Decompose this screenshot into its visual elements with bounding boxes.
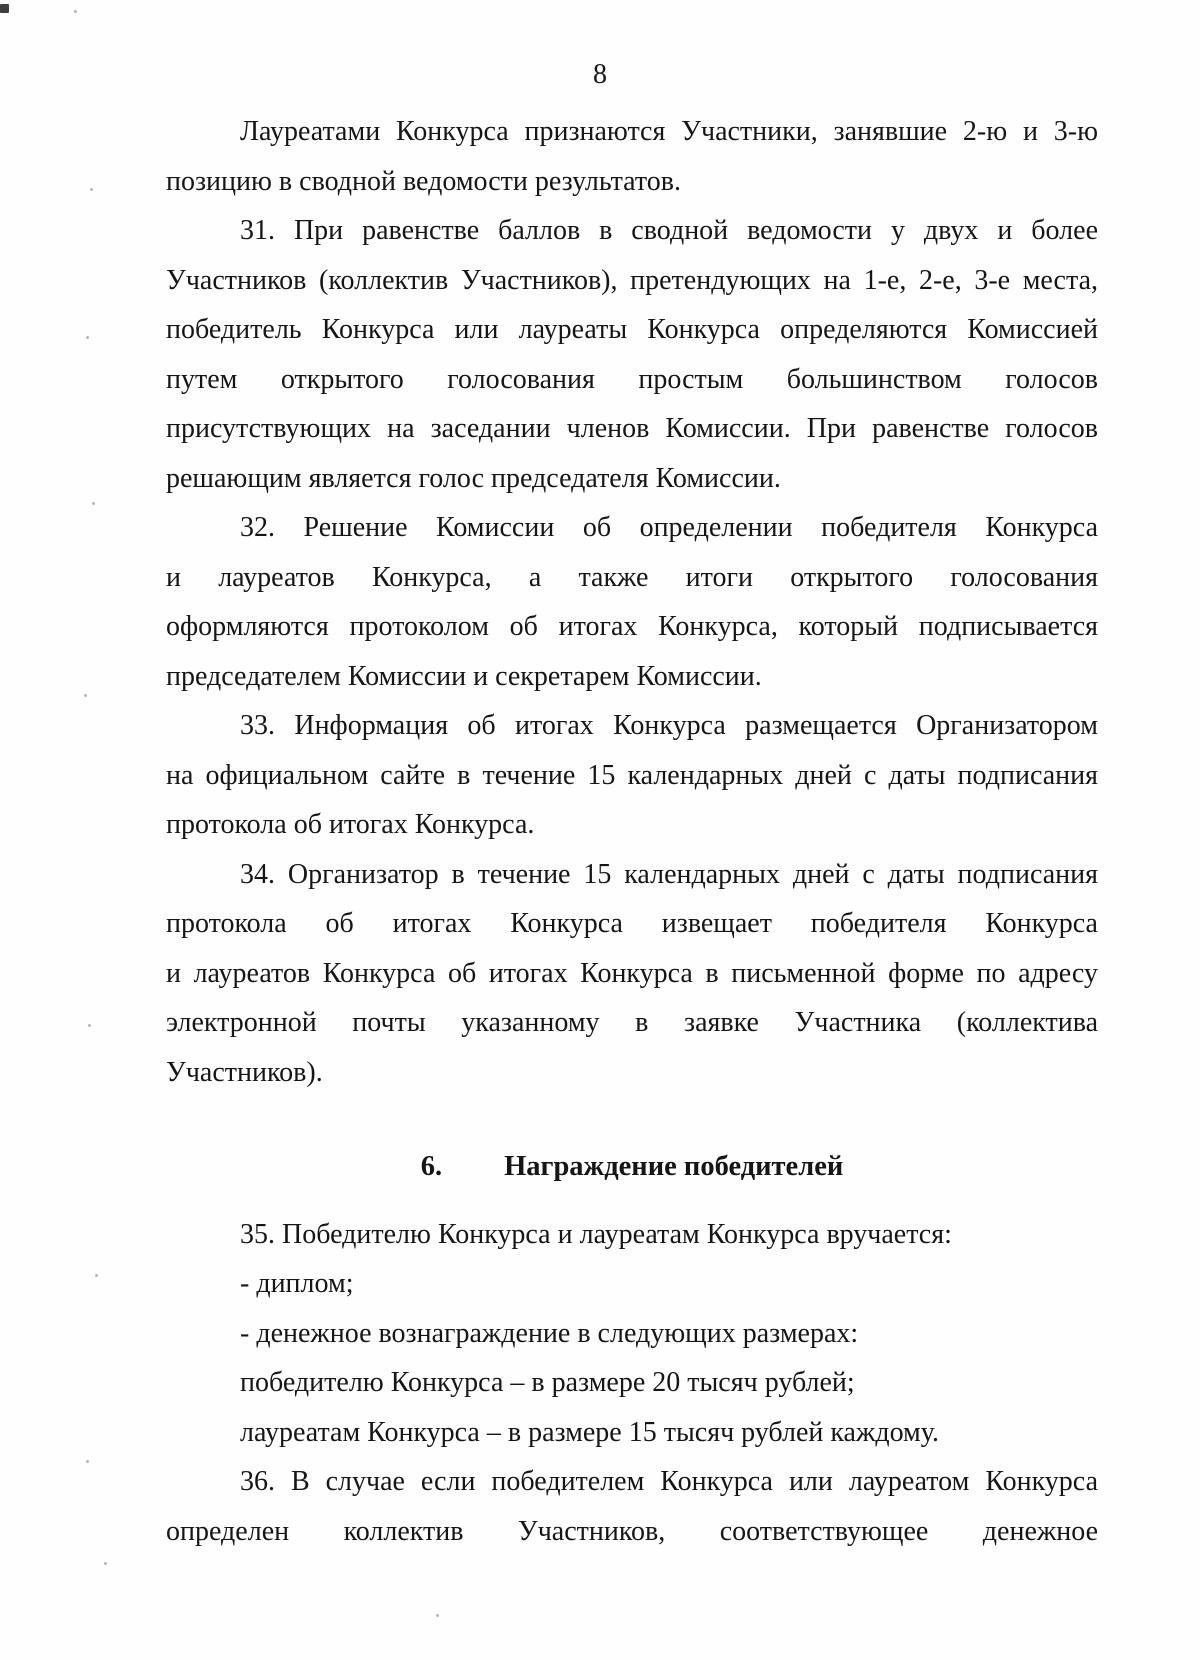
paragraph — [166, 1259, 1098, 1309]
text-line: Участников (коллектив Участников), претендующих на 1-е, 2-е, 3-е места, — [166, 264, 1098, 296]
text-line: - денежное вознаграждение в следующих размерах: — [240, 1317, 859, 1349]
text-line: и лауреатов Конкурса, а также итоги открытого голосования — [166, 561, 1098, 593]
text-line: решающим является голос председателя Комиссии. — [166, 462, 781, 494]
paragraph — [166, 107, 1098, 206]
text-line: и лауреатов Конкурса об итогах Конкурса в письменной форме по адресу — [166, 957, 1098, 989]
paragraph — [166, 1210, 1098, 1260]
scan-noise-speck — [86, 1460, 89, 1463]
paragraph — [166, 1309, 1098, 1359]
text-line: лауреатам Конкурса – в размере 15 тысяч рублей каждому. — [240, 1416, 939, 1448]
text-line: присутствующих на заседании членов Комиссии. При равенстве голосов — [166, 413, 1098, 444]
text-line: 31. При равенстве баллов в сводной ведомости у двух и более — [240, 215, 1098, 246]
scan-noise-speck — [90, 188, 93, 191]
text-line: позицию в сводной ведомости результатов. — [166, 165, 681, 197]
text-line: 34. Организатор в течение 15 календарных дней с даты подписания — [240, 858, 1098, 890]
text-line: победитель Конкурса или лауреаты Конкурса определяются Комиссией — [166, 314, 1098, 345]
scan-noise-speck — [74, 10, 77, 13]
text-line: оформляются протоколом об итогах Конкурса, который подписывается — [166, 611, 1098, 642]
document-body — [166, 107, 1098, 1556]
paragraph — [166, 503, 1098, 701]
paragraph — [166, 1408, 1098, 1458]
text-line: протокола об итогах Конкурса. — [166, 809, 535, 840]
text-line: определен коллектив Участников, соответствующее денежное — [166, 1515, 1098, 1547]
page-number: 8 — [593, 59, 607, 90]
scan-noise-speck — [84, 694, 87, 697]
scan-noise-speck — [92, 502, 95, 505]
paragraph — [166, 850, 1098, 1098]
text-line: Участников). — [166, 1056, 323, 1088]
paragraph — [166, 206, 1098, 503]
text-line: 36. В случае если победителем Конкурса или лауреатом Конкурса — [240, 1466, 1098, 1497]
scan-noise-speck — [104, 1562, 107, 1565]
paragraph — [166, 1457, 1098, 1556]
text-line: победителю Конкурса – в размере 20 тысяч рублей; — [240, 1367, 855, 1398]
text-line: председателем Комиссии и секретарем Комиссии. — [166, 660, 762, 692]
text-line: Лауреатами Конкурса признаются Участники, занявшие 2-ю и 3-ю — [240, 116, 1098, 147]
text-line: путем открытого голосования простым большинством голосов — [166, 363, 1098, 395]
section-title: Награждение победителей — [504, 1151, 844, 1182]
scan-noise-speck — [86, 336, 89, 339]
scan-noise-speck — [95, 1274, 98, 1277]
text-line: 35. Победителю Конкурса и лауреатам Конкурса вручается: — [240, 1218, 952, 1250]
section-number: 6. — [420, 1151, 443, 1182]
scan-noise-speck — [88, 1024, 91, 1027]
text-line: на официальном сайте в течение 15 календарных дней с даты подписания — [166, 759, 1098, 791]
paragraph — [166, 1358, 1098, 1408]
scan-noise-speck — [436, 1614, 439, 1617]
section-heading — [166, 1142, 1098, 1192]
text-line: протокола об итогах Конкурса извещает победителя Конкурса — [166, 908, 1098, 939]
text-line: электронной почты указанному в заявке Участника (коллектива — [166, 1007, 1098, 1038]
text-line: 33. Информация об итогах Конкурса размещается Организатором — [240, 710, 1098, 741]
paragraph — [166, 701, 1098, 850]
scan-noise-speck — [0, 4, 9, 13]
text-line: - диплом; — [240, 1268, 354, 1299]
text-line: 32. Решение Комиссии об определении победителя Конкурса — [240, 512, 1098, 543]
